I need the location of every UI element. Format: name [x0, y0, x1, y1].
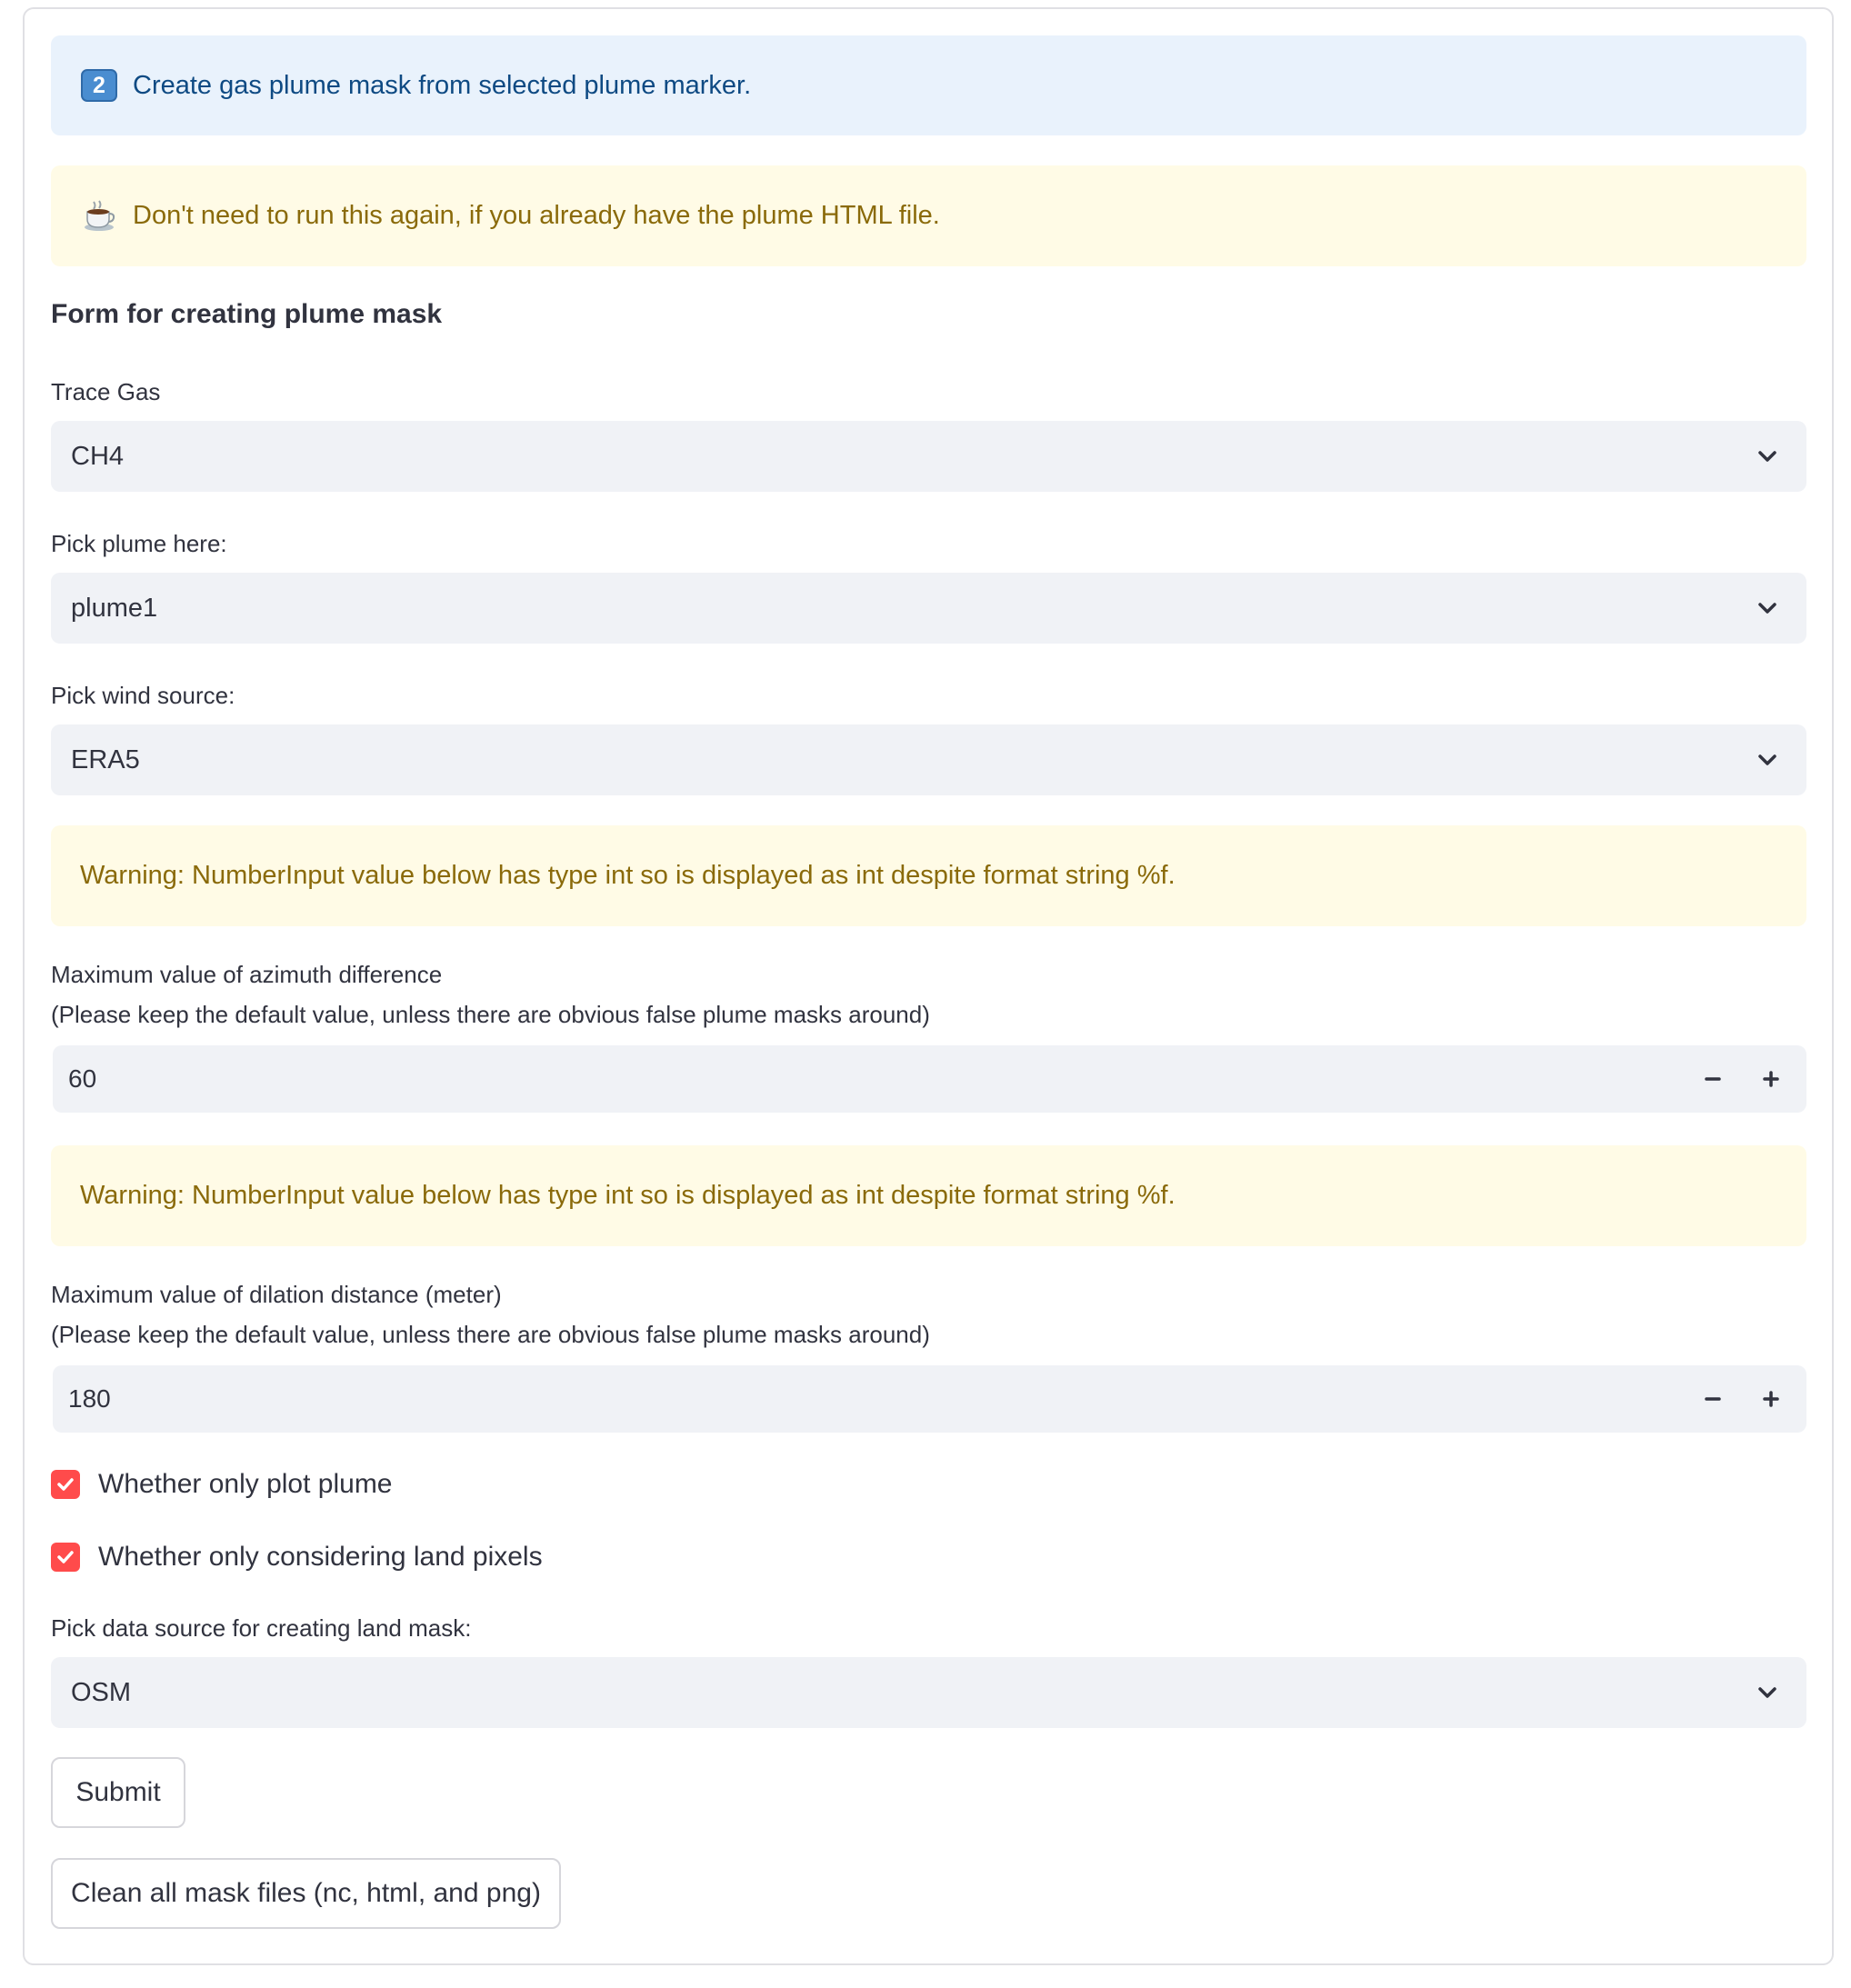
coffee-icon: [80, 199, 118, 234]
submit-button[interactable]: Submit: [51, 1757, 185, 1828]
wind-source-label: Pick wind source:: [51, 682, 235, 709]
only-plot-plume-checkbox[interactable]: [51, 1469, 393, 1500]
azimuth-label: Maximum value of azimuth difference: [51, 961, 443, 988]
warning-banner: [51, 825, 1806, 926]
notice-banner-text: Don't need to run this again, if you already have the plume HTML file.: [133, 201, 940, 230]
keycap-two-icon: 2: [80, 68, 118, 103]
trace-gas-value: CH4: [71, 441, 125, 471]
plume-label: Pick plume here:: [51, 530, 227, 557]
warning-text: Warning: NumberInput value below has type int so is displayed as int despite format string %f.: [80, 861, 1176, 890]
land-source-value: OSM: [71, 1677, 132, 1707]
plume-select[interactable]: [51, 573, 1806, 644]
only-land-label: Whether only considering land pixels: [98, 1542, 543, 1572]
warning-banner: [51, 1145, 1806, 1246]
azimuth-value[interactable]: 60: [68, 1064, 97, 1093]
minus-icon[interactable]: [1690, 1056, 1736, 1102]
wind-source-select[interactable]: [51, 724, 1806, 795]
plus-icon[interactable]: [1748, 1376, 1794, 1422]
info-banner-text: Create gas plume mask from selected plume marker.: [133, 70, 752, 100]
chevron-down-icon: [1754, 1679, 1781, 1706]
plus-icon[interactable]: [1748, 1056, 1794, 1102]
trace-gas-label: Trace Gas: [51, 378, 161, 405]
clean-mask-files-button[interactable]: Clean all mask files (nc, html, and png): [51, 1858, 561, 1929]
wind-source-value: ERA5: [71, 744, 140, 774]
dilation-help: (Please keep the default value, unless there are obvious false plume masks around): [51, 1321, 930, 1348]
chevron-down-icon: [1754, 746, 1781, 774]
azimuth-help: (Please keep the default value, unless there are obvious false plume masks around): [51, 1001, 930, 1028]
checkmark-icon[interactable]: [51, 1470, 80, 1499]
info-banner: [51, 35, 1806, 135]
dilation-label: Maximum value of dilation distance (meter): [51, 1281, 502, 1308]
land-source-select[interactable]: [51, 1657, 1806, 1728]
chevron-down-icon: [1754, 594, 1781, 622]
azimuth-number-input[interactable]: [53, 1045, 1806, 1113]
form-title: Form for creating plume mask: [51, 299, 443, 329]
dilation-value[interactable]: 180: [68, 1384, 111, 1413]
chevron-down-icon: [1754, 443, 1781, 470]
plume-value: plume1: [71, 593, 158, 623]
checkmark-icon[interactable]: [51, 1543, 80, 1572]
warning-text: Warning: NumberInput value below has type int so is displayed as int despite format string %f.: [80, 1181, 1176, 1210]
only-land-checkbox[interactable]: [51, 1542, 543, 1573]
trace-gas-select[interactable]: [51, 421, 1806, 492]
land-source-label: Pick data source for creating land mask:: [51, 1614, 472, 1642]
only-plot-plume-label: Whether only plot plume: [98, 1469, 393, 1499]
dilation-number-input[interactable]: [53, 1365, 1806, 1433]
minus-icon[interactable]: [1690, 1376, 1736, 1422]
notice-banner: [51, 165, 1806, 266]
